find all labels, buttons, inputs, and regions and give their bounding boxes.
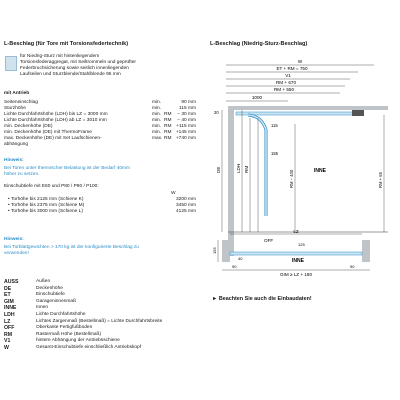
spec-value: +740 mm xyxy=(175,136,196,141)
legend-key: RM xyxy=(4,331,13,338)
section-title-left: L-Beschlag (für Tore mit Torsionsfedertechnik) xyxy=(4,41,129,47)
spec-minmax: min. xyxy=(152,100,162,105)
legend-key: INNE xyxy=(4,305,17,312)
spec-label: min. Deckenhöhe (DE) xyxy=(4,124,53,129)
spec-label: min. Deckenhöhe (DE) mit ThermoFrame xyxy=(4,130,92,135)
dim-label: 115 xyxy=(271,123,278,128)
legend-key: ET xyxy=(4,292,11,299)
spec-minmax: max. xyxy=(152,136,163,141)
legend-value: Außen xyxy=(36,279,51,284)
spec-rm: RM xyxy=(164,112,172,117)
spec-minmax: min. xyxy=(152,118,162,123)
w-row-label: • Torhöhe bis 3000 mm (Schiene L) xyxy=(8,209,83,214)
hinweis-title: Hinweis: xyxy=(4,158,24,163)
dim-label: LDH xyxy=(236,163,241,173)
hinweis-text: verwenden! xyxy=(4,251,29,256)
dim-label: RM + 65 xyxy=(378,172,383,188)
w-row-label: • Torhöhe bis 2375 mm (Schiene M) xyxy=(8,203,85,208)
legend-key: AUSS xyxy=(4,279,19,285)
legend-value: Lichte Durchfahrtshöhe xyxy=(36,312,86,317)
spec-label: Seiteneinschlag xyxy=(4,100,38,105)
intro-line: Torsionsfederaggregat, mit Seiltrommeln und geprüfter xyxy=(20,60,136,65)
dim-label: V1 xyxy=(285,73,291,78)
plan-dim: 90 xyxy=(350,264,355,269)
hinweis-text: Bei Toren unter thermischer Belastung ist der Bedarf 40mm xyxy=(4,166,131,171)
plan-dim: 40 xyxy=(238,256,243,261)
legend-key: DE xyxy=(4,285,12,292)
intro-line: Federbruchsicherung sowie seitlich innenliegenden xyxy=(20,66,129,71)
inne-label: INNE xyxy=(292,258,304,264)
legend-value: Einschubtiefe xyxy=(36,292,65,298)
spec-label: Lichte Durchfahrtshöhe (LDH) ab LZ = 3010 mm xyxy=(4,118,107,123)
section-title-right: L-Beschlag (Niedrig-Sturz-Beschlag) xyxy=(210,41,308,47)
spec-value: +145 mm xyxy=(175,130,196,135)
spec-value: − 40 mm xyxy=(177,118,196,123)
spec-label: Sturzhöhe xyxy=(4,106,26,111)
legend-value: Lichtes Zargenmaß (Bestellmaß) = Lichte Durchfahrtsbreite xyxy=(36,318,163,324)
w-row-value: 3200 mm xyxy=(176,197,196,202)
spec-rm: RM xyxy=(164,124,172,129)
dim-label: DE xyxy=(216,166,221,173)
plan-lz: LZ xyxy=(293,229,299,234)
dim-label: RM − 400 xyxy=(289,169,294,188)
plan-dim: 155 xyxy=(212,247,217,254)
plan-dim: 125 xyxy=(298,242,305,247)
legend-key: W xyxy=(4,345,9,351)
plan-dim: 90 xyxy=(232,264,237,269)
legend-value: hintere Abhängung der Antriebsschiene xyxy=(36,338,120,344)
legend-key: LZ xyxy=(4,318,11,325)
w-row-value: 3450 mm xyxy=(176,203,196,208)
plan-gim: GIM ≥ LZ + 180 xyxy=(279,272,313,277)
legend-key: LDH xyxy=(4,312,15,318)
table-intro: Einschubtiefe mit E60 und P80 / P90 / P100: xyxy=(4,184,99,189)
door-product-icon xyxy=(5,56,17,71)
spec-value: 115 mm xyxy=(179,106,196,111)
dim-label: RM + 670 xyxy=(275,80,297,85)
hinweis-title: Hinweis: xyxy=(4,237,24,242)
spec-label: Lichte Durchfahrtshöhe (LDH) bis LZ = 3000 mm xyxy=(4,112,108,117)
legend-value: Garageninnenmaß xyxy=(36,298,76,304)
legend-key: OFF xyxy=(4,325,15,332)
spec-minmax: min. xyxy=(152,106,162,111)
legend-value: Innen xyxy=(36,305,49,311)
off-label: OFF xyxy=(264,238,274,243)
spec-value: +115 mm xyxy=(176,124,196,129)
inne-label: INNE xyxy=(314,168,326,174)
dim-label: RM xyxy=(244,165,249,173)
dim-label: ET + RM = 750 xyxy=(276,66,308,71)
intro-line: für Niedrig-Sturz mit hintenliegendem xyxy=(20,54,100,59)
hinweis-text: höher zu setzen. xyxy=(4,172,40,177)
dim-label: 1000 xyxy=(251,95,263,100)
legend-value: Gesamt-Einschubtiefe einschließlich Antriebskopf xyxy=(36,345,142,350)
spec-value: − 30 mm xyxy=(177,112,196,117)
legend-value: Oberkante Fertigfußboden xyxy=(36,325,93,331)
intro-line: Laufseilen und Sturzblende/Stahlblende 95 mm xyxy=(20,72,121,77)
dim-label: 20 xyxy=(214,110,219,115)
einbau-note: ► Beachten Sie auch die Einbaudaten! xyxy=(212,296,312,302)
spec-rm: RM xyxy=(164,130,172,135)
spec-label: max. Deckenhöhe (DE) mit Set Laufschienen- xyxy=(4,136,102,141)
dim-label: RM + 550 xyxy=(273,87,295,92)
spec-value: 90 mm xyxy=(181,100,196,105)
spec-minmax: min. xyxy=(152,112,162,117)
table-head-w: W xyxy=(171,191,176,196)
spec-minmax: min. xyxy=(152,124,162,129)
spec-rm: RM xyxy=(164,136,172,141)
spec-rm: RM xyxy=(164,118,172,123)
hinweis-text: Bei Torblattgewichten > 170 kg ist der konfigurierte Beschlag zu xyxy=(4,245,139,250)
spec-label: abhängung xyxy=(4,142,29,147)
section-diagram xyxy=(200,48,398,248)
antrieb-title: mit Antrieb xyxy=(4,91,30,96)
w-row-value: 4125 mm xyxy=(176,209,196,214)
legend-value: Rastermaß Höhe (Bestellmaß) xyxy=(36,331,102,337)
w-row-label: • Torhöhe bis 2125 mm (Schiene K) xyxy=(8,197,84,202)
legend-value: Deckenhöhe xyxy=(36,285,63,291)
spec-minmax: min. xyxy=(152,130,162,135)
dim-label: W xyxy=(297,59,303,64)
legend-key: GIM xyxy=(4,298,14,305)
plan-diagram xyxy=(214,230,378,278)
dim-label: 155 xyxy=(271,151,278,156)
legend-key: V1 xyxy=(4,338,11,345)
